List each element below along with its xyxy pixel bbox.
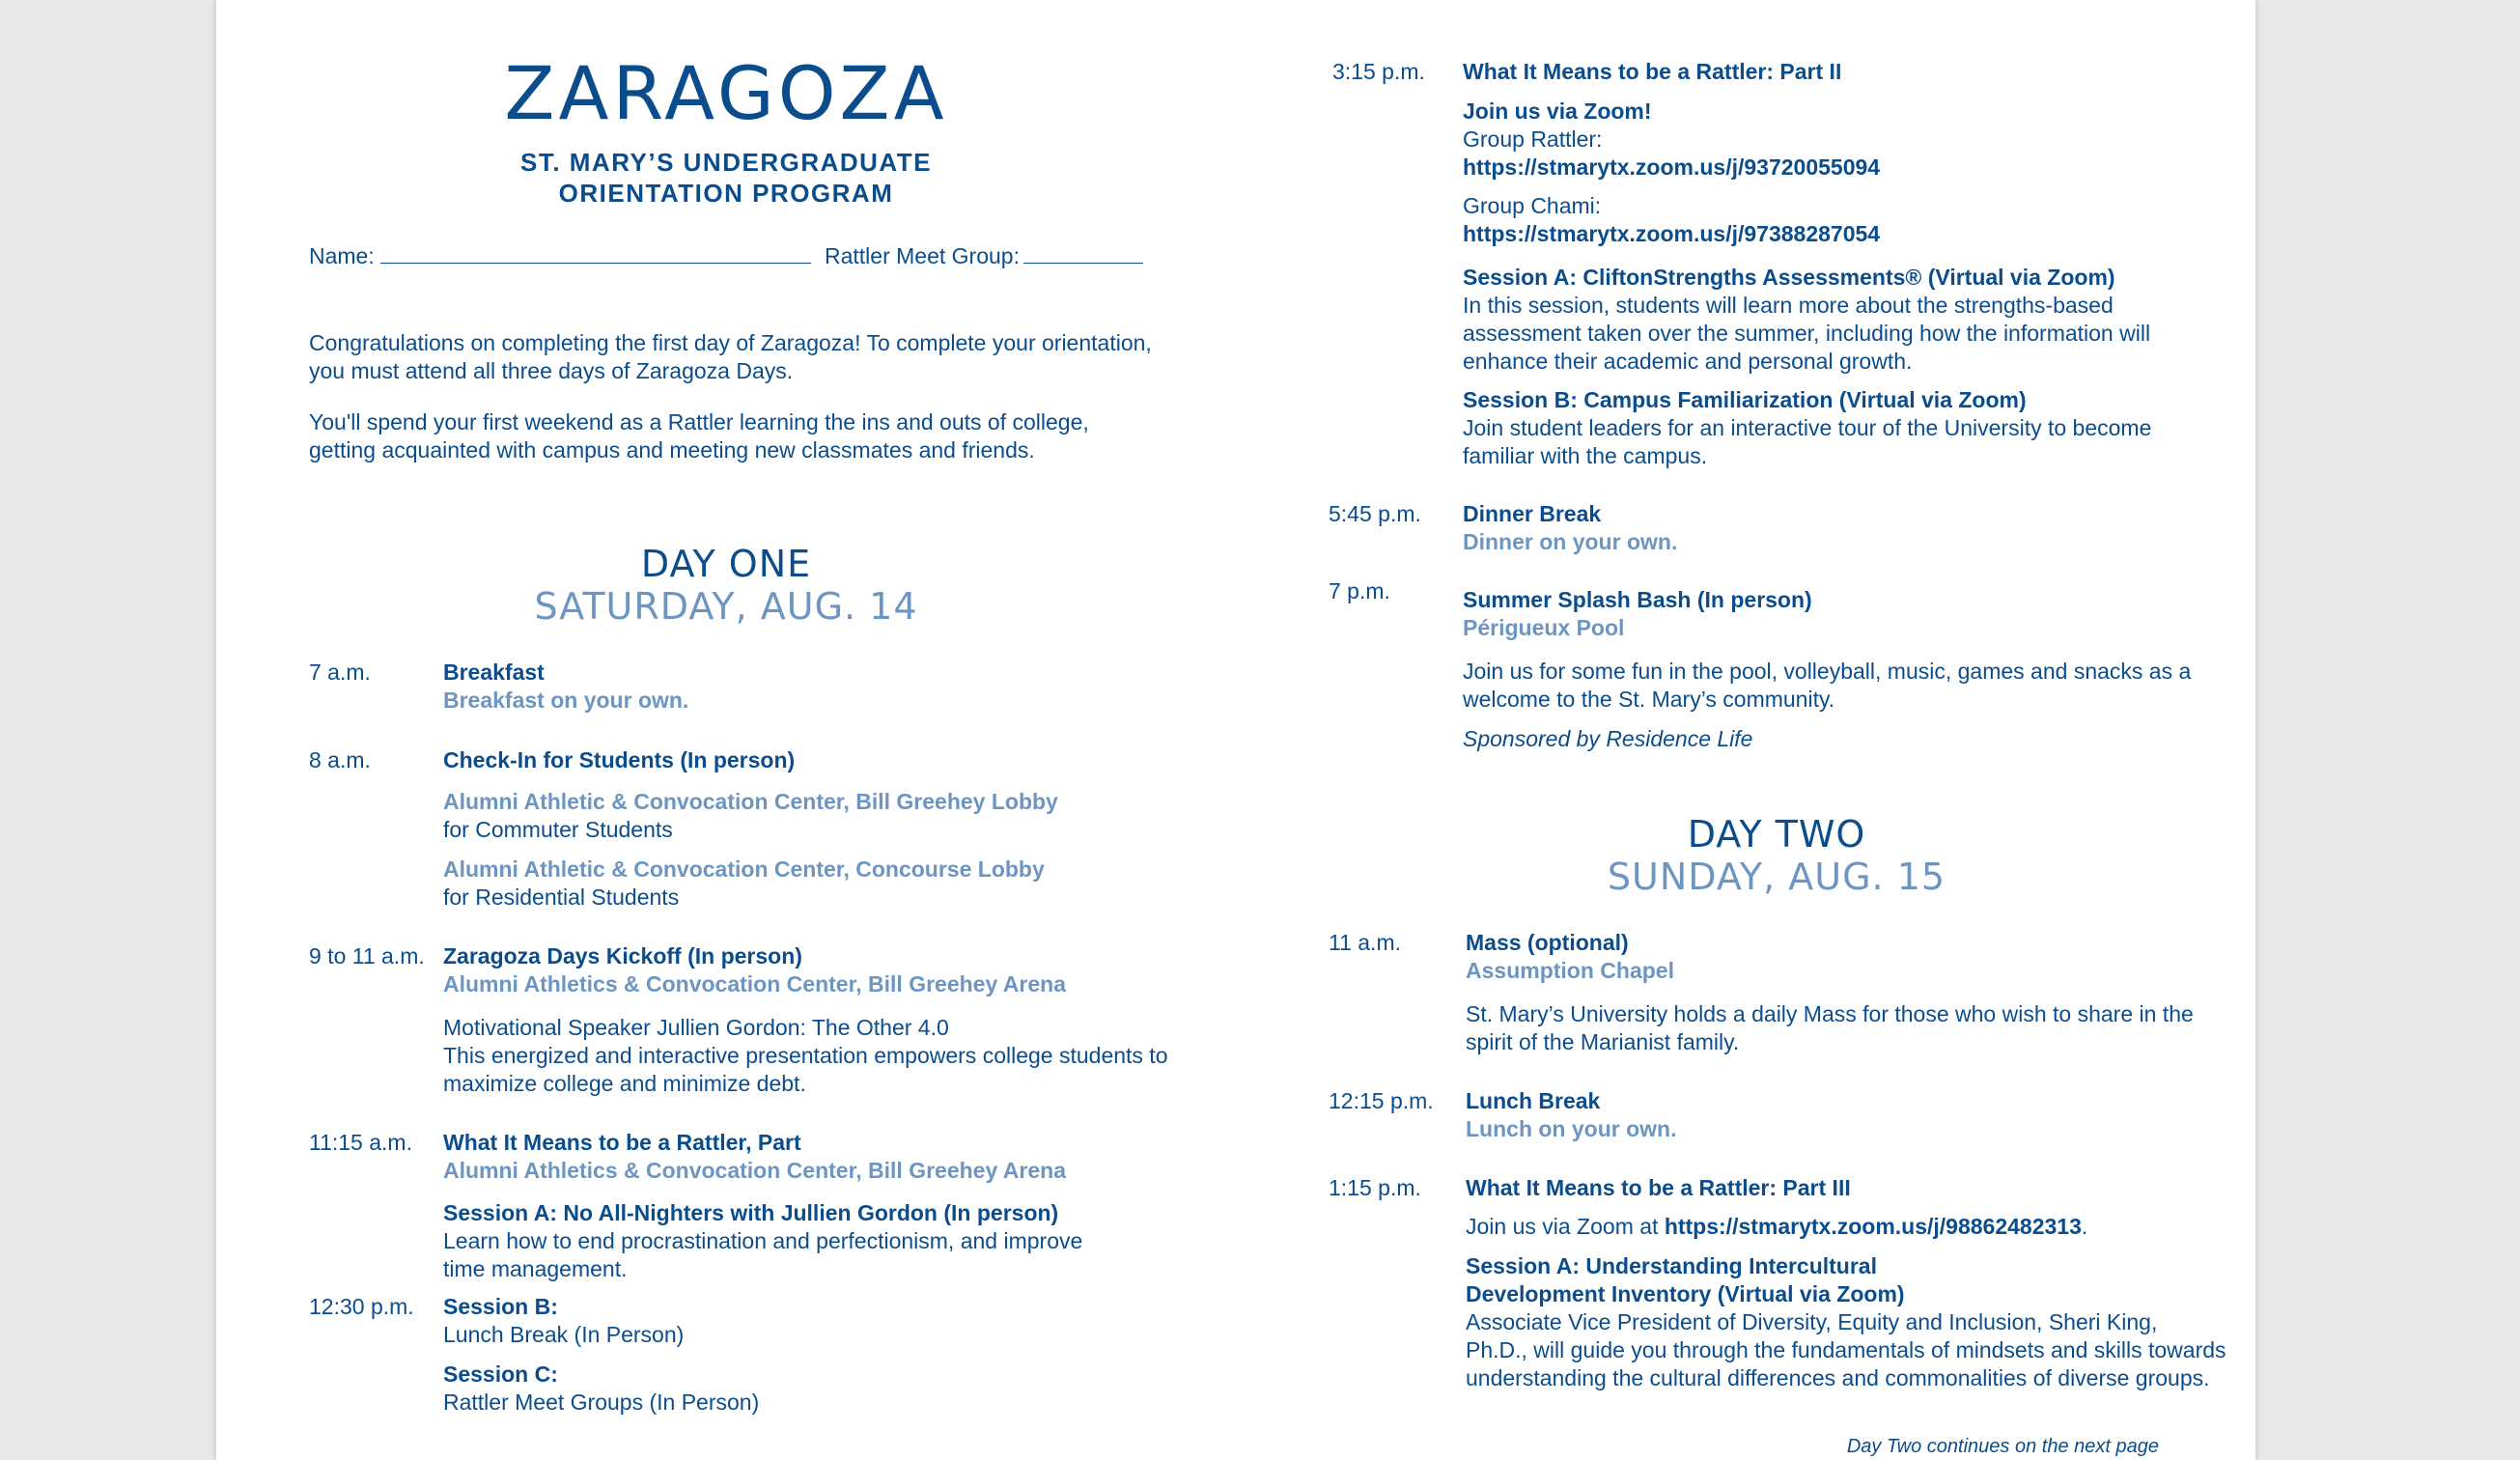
event-title: Check-In for Students (In person) <box>443 747 796 772</box>
event-description: St. Mary’s University holds a daily Mass for those who wish to share in the <box>1466 1001 2194 1026</box>
event-description: spirit of the Marianist family. <box>1466 1029 1740 1054</box>
event-subtitle: Breakfast on your own. <box>443 688 689 713</box>
zoom-link[interactable]: https://stmarytx.zoom.us/j/93720055094 <box>1463 154 1881 180</box>
event-time: 3:15 p.m. <box>1332 59 1425 84</box>
event-title: Zaragoza Days Kickoff (In person) <box>443 943 802 969</box>
group-label: Group Rattler: <box>1463 126 1603 152</box>
session-description: Join student leaders for an interactive tour of the University to become <box>1463 415 2152 440</box>
event-time: 7 p.m. <box>1329 578 1390 604</box>
event-title: Summer Splash Bash (In person) <box>1463 587 1812 612</box>
subtitle-line-2: ORIENTATION PROGRAM <box>558 179 894 208</box>
event-time: 11 a.m. <box>1329 930 1401 955</box>
zoom-link[interactable]: https://stmarytx.zoom.us/j/98862482313 <box>1664 1214 2082 1239</box>
zoom-join: Join us via Zoom! <box>1463 98 1652 124</box>
event-note: for Commuter Students <box>443 817 673 842</box>
session-description: Associate Vice President of Diversity, Equity and Inclusion, Sheri King, <box>1466 1309 2158 1334</box>
intro-paragraph-1: Congratulations on completing the first day of Zaragoza! To complete your orientation, you must attend all three days of Zaragoza Days. <box>309 330 1152 383</box>
event-note: for Residential Students <box>443 884 680 910</box>
session-description: familiar with the campus. <box>1463 443 1708 468</box>
event-time: 1:15 p.m. <box>1329 1175 1421 1200</box>
session-title: Session A: No All-Nighters with Jullien Gordon (In person) <box>443 1200 1059 1225</box>
event-description: welcome to the St. Mary’s community. <box>1463 687 1835 712</box>
event-time: 7 a.m. <box>309 660 371 685</box>
name-field-line[interactable] <box>380 263 811 264</box>
event-time: 8 a.m. <box>309 747 371 772</box>
zoom-link[interactable]: https://stmarytx.zoom.us/j/97388287054 <box>1463 221 1881 246</box>
session-title: Session A: CliftonStrengths Assessments® (Virtual via Zoom) <box>1463 265 2115 290</box>
event-subtitle: Lunch on your own. <box>1466 1116 1677 1141</box>
group-label: Group Chami: <box>1463 193 1602 218</box>
event-title: Breakfast <box>443 660 545 685</box>
page-title: ZARAGOZA <box>504 50 948 136</box>
session-title: Session B: Campus Familiarization (Virtual via Zoom) <box>1463 387 2027 412</box>
event-location: Alumni Athletics & Convocation Center, Bill Greehey Arena <box>443 971 1066 997</box>
event-location: Périgueux Pool <box>1463 615 1625 640</box>
event-time: 12:30 p.m. <box>309 1294 414 1319</box>
event-time: 12:15 p.m. <box>1329 1088 1434 1113</box>
session-description: Ph.D., will guide you through the fundamentals of mindsets and skills towards <box>1466 1337 2226 1362</box>
zoom-join-suffix: . <box>2081 1214 2088 1239</box>
subtitle-line-1: ST. MARY’S UNDERGRADUATE <box>519 148 932 177</box>
session-title: Session A: Understanding Intercultural <box>1466 1253 1877 1278</box>
session-title: Development Inventory (Virtual via Zoom) <box>1466 1281 1905 1306</box>
event-title: What It Means to be a Rattler: Part III <box>1466 1175 1851 1200</box>
event-title: Mass (optional) <box>1466 930 1629 955</box>
event-time: 9 to 11 a.m. <box>309 943 425 969</box>
event-description: This energized and interactive presentation empowers college students to <box>443 1043 1168 1068</box>
zoom-join-prefix: Join us via Zoom at <box>1466 1214 1665 1239</box>
day-one-label: DAY ONE <box>640 543 812 585</box>
continued-note: Day Two continues on the next page <box>1846 1436 2159 1457</box>
day-one-date: SATURDAY, AUG. 14 <box>534 585 918 628</box>
event-description: maximize college and minimize debt. <box>443 1071 806 1096</box>
event-title: Lunch Break <box>1466 1088 1601 1113</box>
event-speaker: Motivational Speaker Jullien Gordon: The Other 4.0 <box>443 1015 949 1040</box>
session-description: assessment taken over the summer, including how the information will <box>1463 321 2151 346</box>
day-two-date: SUNDAY, AUG. 15 <box>1607 856 1946 898</box>
event-time: 11:15 a.m. <box>309 1130 412 1155</box>
session-title: Session B: <box>443 1294 558 1319</box>
day-two-label: DAY TWO <box>1687 813 1866 856</box>
session-title: Session C: <box>443 1362 558 1387</box>
group-field-line[interactable] <box>1023 263 1143 264</box>
sponsor-note: Sponsored by Residence Life <box>1463 726 1753 751</box>
session-description: understanding the cultural differences and commonalities of diverse groups. <box>1466 1365 2210 1390</box>
event-title: Dinner Break <box>1463 501 1602 526</box>
event-subtitle: Dinner on your own. <box>1463 529 1678 554</box>
event-location: Alumni Athletic & Convocation Center, Bill Greehey Lobby <box>443 789 1058 814</box>
group-label: Rattler Meet Group: <box>825 243 1020 268</box>
session-description: Learn how to end procrastination and perfectionism, and improve <box>443 1228 1083 1253</box>
name-label: Name: <box>309 243 375 268</box>
zoom-join-line <box>1466 1213 2087 1241</box>
event-location: Alumni Athletics & Convocation Center, Bill Greehey Arena <box>443 1158 1066 1183</box>
event-title: What It Means to be a Rattler: Part II <box>1463 59 1842 84</box>
event-location: Alumni Athletic & Convocation Center, Concourse Lobby <box>443 856 1045 882</box>
session-description: time management. <box>443 1256 628 1281</box>
session-description: In this session, students will learn more about the strengths-based <box>1463 293 2114 318</box>
session-description: enhance their academic and personal growth. <box>1463 349 1913 374</box>
session-description: Lunch Break (In Person) <box>443 1322 685 1347</box>
event-time: 5:45 p.m. <box>1329 501 1421 526</box>
event-location: Assumption Chapel <box>1466 958 1674 983</box>
event-description: Join us for some fun in the pool, volleyball, music, games and snacks as a <box>1463 659 2192 684</box>
event-title: What It Means to be a Rattler, Part <box>443 1130 801 1155</box>
document-page <box>216 0 2255 1460</box>
intro-paragraph-2: You'll spend your first weekend as a Rattler learning the ins and outs of college, getting acquainted with campus and meeting new classmates and friends. <box>309 409 1089 463</box>
session-description: Rattler Meet Groups (In Person) <box>443 1390 760 1415</box>
